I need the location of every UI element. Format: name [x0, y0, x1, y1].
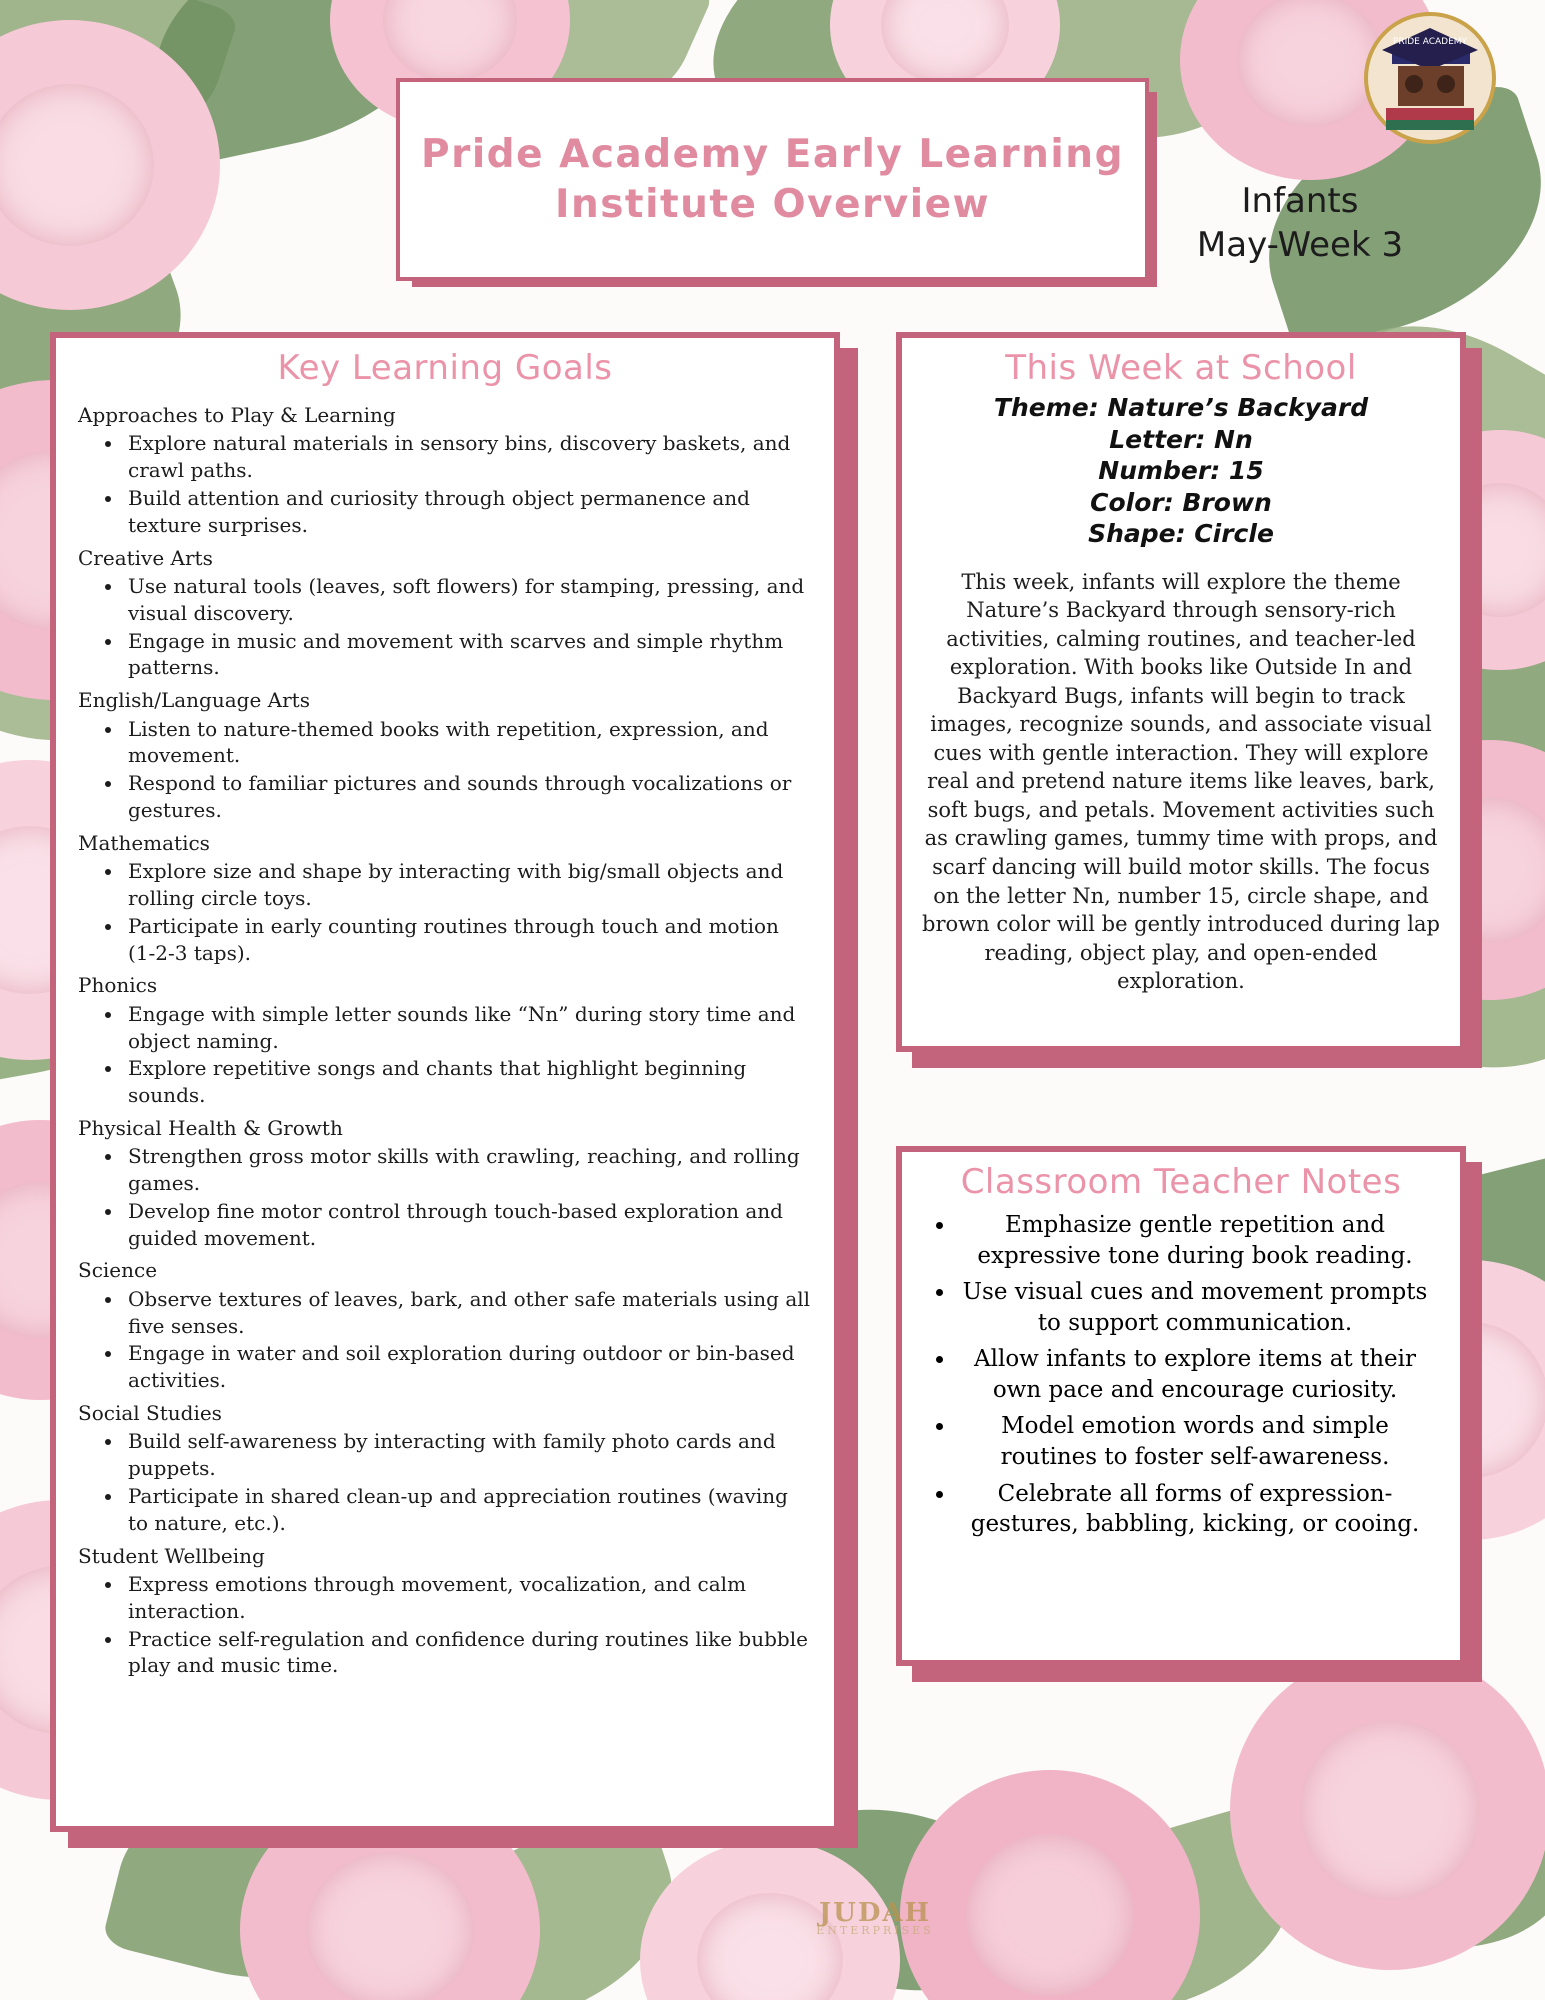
goal-item: • Express emotions through movement, vocalization, and calm interaction.: [124, 1571, 812, 1625]
goal-item: • Observe textures of leaves, bark, and other safe materials using all five senses.: [124, 1286, 812, 1340]
goal-item: • Respond to familiar pictures and sounds through vocalizations or gestures.: [124, 770, 812, 824]
classroom-teacher-notes-panel: [896, 1146, 1466, 1666]
teacher-note-item: • Allow infants to explore items at their own pace and encourage curiosity.: [956, 1344, 1434, 1405]
goal-item: • Explore size and shape by interacting with big/small objects and rolling circle toys.: [124, 858, 812, 912]
goal-group-heading: Science: [78, 1258, 158, 1283]
goal-item: • Build attention and curiosity through object permanence and texture surprises.: [124, 485, 812, 539]
goal-item: • Listen to nature-themed books with repetition, expression, and movement.: [124, 716, 812, 770]
group-week-label: [1165, 180, 1435, 267]
goal-group-heading: Student Wellbeing: [78, 1543, 265, 1568]
goal-item-list: [78, 1001, 812, 1109]
goal-group: [78, 1543, 812, 1680]
goal-item: • Develop fine motor control through touch-based exploration and guided movement.: [124, 1198, 812, 1252]
goal-item-list: [78, 430, 812, 538]
goals-panel-title: Key Learning Goals: [277, 348, 613, 388]
notes-panel-title: Classroom Teacher Notes: [960, 1162, 1402, 1202]
goal-group: [78, 687, 812, 824]
page-title: Pride Academy Early Learning Institute Overview: [421, 131, 1124, 227]
footer-watermark: [795, 1898, 955, 1937]
goal-item: • Explore natural materials in sensory bins, discovery baskets, and crawl paths.: [124, 430, 812, 484]
teacher-note-item: • Model emotion words and simple routines to foster self-awareness.: [956, 1411, 1434, 1472]
footer-subbrand: ENTERPRISES: [816, 1924, 934, 1937]
goal-item: • Explore repetitive songs and chants that highlight beginning sounds.: [124, 1055, 812, 1109]
footer-brand: JUDAH: [818, 1898, 932, 1928]
goal-group-heading: English/Language Arts: [78, 688, 310, 713]
goal-group: [78, 402, 812, 539]
goal-group-heading: Approaches to Play & Learning: [78, 403, 396, 427]
group-name: Infants: [1241, 181, 1359, 221]
goal-item: • Participate in shared clean-up and appreciation routines (waving to nature, etc.).: [124, 1483, 812, 1537]
week-facts-list: [902, 392, 1460, 550]
goal-item: • Build self-awareness by interacting with family photo cards and puppets.: [124, 1428, 812, 1482]
goal-group-heading: Mathematics: [78, 830, 210, 855]
teacher-note-item: • Use visual cues and movement prompts to support communication.: [956, 1277, 1434, 1338]
week-fact: Color: Brown: [1090, 487, 1272, 517]
goal-item: • Strengthen gross motor skills with crawling, reaching, and rolling games.: [124, 1143, 812, 1197]
goal-item: • Use natural tools (leaves, soft flowers) for stamping, pressing, and visual discovery.: [124, 573, 812, 627]
goal-item: • Engage in water and soil exploration during outdoor or bin-based activities.: [124, 1340, 812, 1394]
teacher-note-item: • Emphasize gentle repetition and expressive tone during book reading.: [956, 1210, 1434, 1271]
goal-item: • Participate in early counting routines through touch and motion (1-2-3 taps).: [124, 913, 812, 967]
goal-group-heading: Phonics: [78, 973, 158, 998]
goal-group-heading: Social Studies: [78, 1401, 222, 1426]
key-learning-goals-panel: [50, 332, 840, 1832]
goal-item-list: [78, 858, 812, 966]
goal-group-heading: Physical Health & Growth: [78, 1115, 343, 1140]
goal-item-list: [78, 573, 812, 681]
goal-group: [78, 545, 812, 682]
teacher-notes-list: [902, 1210, 1460, 1540]
goal-item-list: [78, 716, 812, 824]
goal-item: • Practice self-regulation and confidence during routines like bubble play and music time.: [124, 1626, 812, 1680]
svg-text:PRIDE ACADEMY: PRIDE ACADEMY: [1392, 37, 1468, 47]
week-fact: Number: 15: [1098, 456, 1264, 485]
goal-item: • Engage with simple letter sounds like “Nn” during story time and object naming.: [124, 1001, 812, 1055]
goal-group: [78, 972, 812, 1109]
goal-group: [78, 1115, 812, 1252]
goals-content: [56, 392, 834, 1679]
week-fact: Shape: Circle: [1088, 519, 1274, 548]
this-week-at-school-panel: [896, 332, 1466, 1052]
week-fact: Letter: Nn: [1109, 424, 1253, 454]
week-name: May-Week 3: [1196, 224, 1404, 265]
goal-group: [78, 1400, 812, 1537]
title-box: [396, 78, 1149, 281]
goal-group: [78, 1257, 812, 1394]
goal-item: • Engage in music and movement with scarves and simple rhythm patterns.: [124, 628, 812, 682]
teacher-note-item: • Celebrate all forms of expression- gestures, babbling, kicking, or cooing.: [956, 1479, 1434, 1540]
goal-group-heading: Creative Arts: [78, 545, 213, 570]
pride-academy-logo-icon: [1358, 8, 1503, 148]
goal-item-list: [78, 1143, 812, 1251]
goal-item-list: [78, 1571, 812, 1679]
goal-item-list: [78, 1286, 812, 1394]
week-summary-paragraph: This week, infants will explore the theme Nature’s Backyard through sensory-rich activities, calming routines, and teacher-led exploration. With books like Outside In and Backyard Bugs, infants will begin to track images, recognize sounds, and associate visual cues with gentle interaction. They will explore real and pretend nature items like leaves, bark, soft bugs, and petals. Movement activities such as crawling games, tummy time with props, and scarf dancing will build motor skills. The focus on the letter Nn, number 15, circle shape, and brown color will be gently introduced during lap reading, object play, and open-ended exploration.: [922, 569, 1440, 994]
week-panel-title: This Week at School: [1005, 348, 1357, 388]
goal-item-list: [78, 1428, 812, 1536]
week-fact: Theme: Nature’s Backyard: [993, 393, 1369, 422]
goal-group: [78, 830, 812, 967]
